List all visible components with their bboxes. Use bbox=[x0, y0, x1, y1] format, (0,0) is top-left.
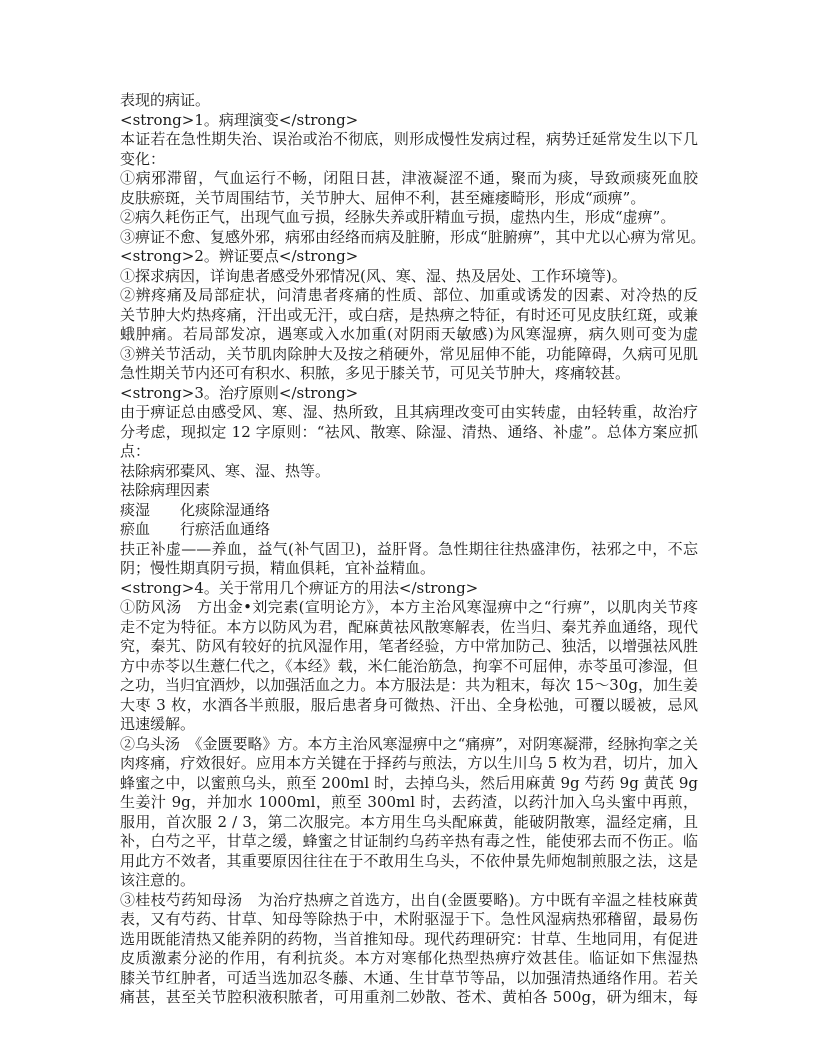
text-line: 走不定为特征。本方以防风为君，配麻黄祛风散寒解表，佐当归、秦艽养血通络，现代 bbox=[120, 617, 698, 636]
text-line: 生姜汁 9g，并加水 1000ml，煎至 300ml 时，去药渣，以药汁加入乌头蜜中再煎， bbox=[120, 793, 698, 811]
text-line: 大枣 3 枚，水酒各半煎服，服后患者身可微热、汗出、全身松弛，可覆以暖被，忌风 bbox=[120, 695, 698, 714]
text-line: 肉疼痛，疗效很好。应用本方关键在于择药与煎法，方以生川乌 5 枚为君，切片，加入 bbox=[120, 754, 698, 772]
text-line: 痛甚，甚至关节腔积液积脓者，可用重剂二妙散、苍术、黄柏各 500g，研为细末，每 bbox=[120, 988, 698, 1006]
text-line: 本证若在急性期失治、误治或治不彻底，则形成慢性发病过程，病势迁延常发生以下几 bbox=[120, 130, 698, 148]
text-line: 之功，当归宜酒炒，以加强活血之力。本方服法是：共为粗末，每次 15～30g，加生姜 bbox=[120, 676, 698, 694]
section-heading: <strong>4。关于常用几个痹证方的用法</strong> bbox=[120, 578, 479, 597]
text-line: 分考虑，现拟定 12 字原则：“祛风、散寒、除湿、清热、通络、补虚”。总体方案应抓 bbox=[120, 422, 698, 441]
text-line: 方中赤苓以生薏仁代之，《本经》载，米仁能治筋急，拘挛不可屈伸，赤苓虽可渗湿，但 bbox=[120, 656, 698, 675]
text-line: 祛除病邪橐风、寒、湿、热等。 bbox=[120, 461, 331, 480]
document-body bbox=[120, 91, 706, 1008]
text-line: 变化： bbox=[120, 149, 166, 168]
text-line: 痰湿 化痰除湿通络 bbox=[120, 500, 271, 519]
text-line: 皮质激素分泌的作用，有利抗炎。本方对寒郁化热型热痹疗效甚佳。临证如下焦湿热 bbox=[120, 949, 698, 967]
text-line: ③痹证不愈、复感外邪，病邪由经络而病及脏腑，形成“脏腑痹”，其中尤以心痹为常见。 bbox=[120, 227, 706, 246]
text-line: 迅速缓解。 bbox=[120, 715, 196, 733]
text-line: 祛除病理因素 bbox=[120, 481, 211, 499]
text-line: 选用既能清热又能养阴的药物，当首推知母。现代药理研究：甘草、生地同用，有促进 bbox=[120, 929, 698, 948]
text-line: 阴；慢性期真阴亏损，精血俱耗，宜补益精血。 bbox=[120, 559, 436, 577]
text-line: ②辨疼痛及局部症状，问清患者疼痛的性质、部位、加重或诱发的因素、对冷热的反 bbox=[120, 286, 698, 304]
text-line: 膝关节红肿者，可适当选加忍冬藤、木通、生甘草节等品，以加强清热通络作用。若关 bbox=[120, 968, 698, 987]
text-line: 用此方不效者，其重要原因往往在于不敢用生乌头，不依仲景先师炮制煎服之法，这是 bbox=[120, 851, 698, 870]
section-heading: <strong>3。治疗原则</strong> bbox=[120, 383, 359, 402]
text-line: 急性期关节内还可有积水、积脓，多见于膝关节，可见关节肿大，疼痛较甚。 bbox=[120, 364, 631, 382]
text-line: ①防风汤 方出金•刘完素(宣明论方》，本方主治风寒湿痹中之“行痹”，以肌肉关节疼 bbox=[120, 598, 698, 616]
text-line: 由于痹证总由感受风、寒、湿、热所致，且其病理改变可由实转虚，由轻转重，故治疗 bbox=[120, 403, 698, 421]
text-line: ①探求病因，详询患者感受外邪情况(风、寒、湿、热及居处、工作环境等)。 bbox=[120, 266, 627, 285]
text-line: 蜂蜜之中，以蜜煎乌头，煎至 200ml 时，去掉乌头，然后用麻黄 9g 芍药 9g 黄芪 9g bbox=[120, 773, 698, 792]
text-line: 蛾肿痛。若局部发凉，遇寒或入水加重(对阴雨天敏感)为风寒湿痹，病久则可变为虚 bbox=[120, 325, 698, 343]
text-line: 服用，首次服 2 / 3，第二次服完。本方用生乌头配麻黄，能破阴散寒，温经定痛，且 bbox=[120, 812, 698, 831]
text-line: 表，又有芍药、甘草、知母等除热于中，术附驱湿于下。急性风湿病热邪稽留，最易伤 bbox=[120, 910, 698, 928]
text-line: ②乌头汤 《金匮要略》方。本方主治风寒湿痹中之“痛痹”，对阴寒凝滞，经脉拘挛之关 bbox=[120, 734, 698, 753]
text-line: ②病久耗伤正气，出现气血亏损，经脉失养或肝精血亏损，虚热内生，形成“虚痹”。 bbox=[120, 208, 676, 226]
text-line: 扶正补虚——养血，益气(补气固卫)，益肝肾。急性期往往热盛津伤，祛邪之中，不忘 bbox=[120, 539, 698, 558]
text-line: 关节肿大灼热疼痛，汗出或无汗，或白痞，是热痹之特征，有时还可见皮肤红斑，或兼 bbox=[120, 305, 698, 324]
text-line: ③辨关节活动，关节肌肉除肿大及按之稍硬外，常见屈伸不能，功能障碍，久病可见肌 bbox=[120, 344, 698, 363]
text-line: ③桂枝芍药知母汤 为治疗热痹之首选方，出自(金匮要略)。方中既有辛温之桂枝麻黄 bbox=[120, 890, 698, 909]
text-line: 皮肤瘀斑，关节周围结节，关节肿大、屈伸不利，甚至瘫痿畸形，形成“顽痹”。 bbox=[120, 188, 646, 207]
text-line: ①病邪滞留，气血运行不畅，闭阻日甚，津液凝涩不通，聚而为痰，导致顽痰死血胶 bbox=[120, 169, 698, 187]
section-heading: <strong>1。病理演变</strong> bbox=[120, 110, 359, 129]
text-line: 该注意的。 bbox=[120, 871, 196, 889]
text-line: 究，秦艽、防风有较好的抗风湿作用，笔者经验，方中常加防己、独活，以增强祛风胜 bbox=[120, 637, 698, 655]
text-line: 瘀血 行瘀活血通络 bbox=[120, 520, 271, 538]
text-line: 补，白芍之平，甘草之缓，蜂蜜之甘证制约乌药辛热有毒之性，能使邪去而不伤正。临 bbox=[120, 832, 698, 850]
text-line: 点： bbox=[120, 442, 151, 460]
section-heading: <strong>2。辨证要点</strong> bbox=[120, 247, 359, 265]
text-line: 表现的病证。 bbox=[120, 91, 211, 109]
